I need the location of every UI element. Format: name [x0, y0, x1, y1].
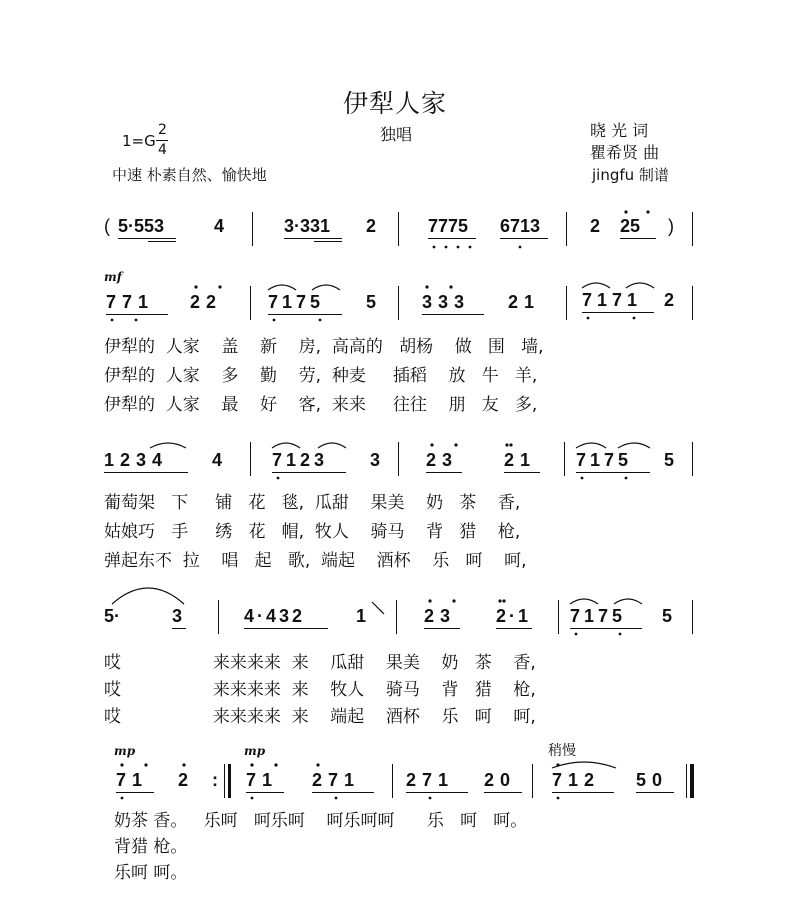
octave-dot [502, 599, 505, 602]
lyrics-verse-3: 弹起东不 拉 唱 起 歌, 端起 酒杯 乐 呵 呵, [104, 551, 527, 571]
octave-dot [316, 763, 319, 766]
octave-dot [121, 797, 124, 800]
note-group: 50 [636, 770, 669, 790]
octave-dot [625, 477, 628, 480]
note-group: 7175 [570, 606, 627, 626]
octave-dot [452, 599, 455, 602]
octave-dot [557, 797, 560, 800]
octave-dot [633, 317, 636, 320]
octave-dot [457, 246, 460, 249]
lyrics-verse-2: 哎 来来来来 来 牧人 骑马 背 猎 枪, [104, 680, 536, 700]
repeat-dots: : [212, 770, 218, 790]
lyrics-verse-2: 背猎 枪。 [114, 837, 188, 857]
note-group: 5· [104, 606, 121, 626]
octave-dot [509, 443, 512, 446]
octave-dot [449, 285, 452, 288]
octave-dot [274, 763, 277, 766]
note-group: 22 [190, 292, 223, 312]
note-group: 71 [246, 770, 279, 790]
lyrics-verse-1: 葡萄架 下 铺 花 毯, 瓜甜 果美 奶 茶 香, [104, 493, 521, 513]
dynamic-mp: mp [244, 744, 266, 758]
note-group: 21 [508, 292, 541, 312]
note-group: 5 [662, 606, 673, 626]
octave-dot [251, 797, 254, 800]
octave-dot [587, 317, 590, 320]
octave-dot [505, 443, 508, 446]
octave-dot [144, 763, 147, 766]
note-group: 7175 [576, 450, 633, 470]
note-group: 2 [178, 770, 189, 790]
lyrics-verse-3: 乐呵 呵。 [114, 863, 188, 883]
transcriber-credit: jingfu 制谱 [592, 166, 669, 184]
note-group: 2 [664, 290, 675, 310]
note-group: 2 [366, 216, 377, 236]
octave-dot [619, 633, 622, 636]
time-signature-bottom: 4 [158, 142, 167, 158]
lyricist-credit: 晓 光 词 [590, 121, 649, 140]
note-group: 7775 [428, 216, 469, 236]
note-group: 771 [106, 292, 155, 312]
slur [318, 443, 346, 448]
note-group: 5 [366, 292, 377, 312]
note-group: 7175 [268, 292, 325, 312]
note-group: 3·331 [284, 216, 331, 236]
octave-dot [111, 319, 114, 322]
slur [582, 283, 610, 288]
note-group: 5 [664, 450, 675, 470]
time-signature-top: 2 [158, 122, 167, 138]
tie-mark [372, 602, 384, 614]
octave-dot [519, 246, 522, 249]
note-group: 4 [212, 450, 223, 470]
octave-dot [218, 285, 221, 288]
octave-dot [575, 633, 578, 636]
octave-dot [135, 319, 138, 322]
note-group: 20 [484, 770, 517, 790]
octave-dot [425, 285, 428, 288]
octave-dot [445, 246, 448, 249]
slur [268, 285, 296, 290]
note-group: 333 [422, 292, 471, 312]
note-group: 271 [312, 770, 361, 790]
note-group: 3 [370, 450, 381, 470]
note-group: 5·553 [118, 216, 165, 236]
octave-dot [430, 443, 433, 446]
octave-dot [498, 599, 501, 602]
lyrics-verse-1: 奶茶 香。 乐呵 呵乐呵 呵乐呵呵 乐 呵 呵。 [114, 811, 528, 831]
composer-credit: 瞿希贤 曲 [590, 143, 660, 162]
slur [614, 599, 642, 604]
slur [576, 443, 606, 448]
dynamic-mp: mp [114, 744, 136, 758]
lyrics-verse-2: 姑娘巧 手 绣 花 帽, 牧人 骑马 背 猎 枪, [104, 522, 521, 542]
note-group: 1 [356, 606, 367, 626]
octave-dot [335, 797, 338, 800]
slur [626, 283, 654, 288]
lyrics-verse-1: 哎 来来来来 来 瓜甜 果美 奶 茶 香, [104, 653, 536, 673]
lyrics-verse-1: 伊犁的 人家 盖 新 房, 高高的 胡杨 做 围 墙, [104, 337, 544, 357]
note-group: 71 [116, 770, 149, 790]
note-group: 7171 [582, 290, 643, 310]
note-group: 4 [214, 216, 225, 236]
note-group: 23 [426, 450, 459, 470]
slur [570, 599, 598, 604]
octave-dot [624, 210, 627, 213]
note-group: 271 [406, 770, 455, 790]
octave-dot [581, 477, 584, 480]
octave-dot [194, 285, 197, 288]
note-group: 712 [552, 770, 601, 790]
octave-dot [319, 319, 322, 322]
intro-close-paren: ) [668, 216, 674, 236]
note-group: 7123 [272, 450, 329, 470]
slur [150, 443, 186, 448]
octave-dot [469, 246, 472, 249]
note-group: 3 [172, 606, 183, 626]
note-group: 21 [504, 450, 537, 470]
lyrics-verse-3: 伊犁的 人家 最 好 客, 来来 往往 朋 友 多, [104, 395, 538, 415]
octave-dot [182, 763, 185, 766]
slur [618, 443, 650, 448]
lyrics-verse-3: 哎 来来来来 来 端起 酒杯 乐 呵 呵, [104, 707, 536, 727]
slur [312, 285, 340, 290]
note-group: 25 [620, 216, 641, 236]
octave-dot [250, 763, 253, 766]
octave-dot [454, 443, 457, 446]
dynamic-mf: mf [104, 270, 122, 284]
slur [272, 443, 300, 448]
key-signature: 1=G [122, 132, 156, 150]
octave-dot [120, 763, 123, 766]
note-group: 6713 [500, 216, 541, 236]
note-group: 23 [424, 606, 457, 626]
ritardando-marking: 稍慢 [548, 743, 576, 759]
tempo-marking: 中速 朴素自然、愉快地 [112, 166, 267, 184]
octave-dot [277, 477, 280, 480]
octave-dot [646, 210, 649, 213]
octave-dot [428, 599, 431, 602]
octave-dot [433, 246, 436, 249]
octave-dot [273, 319, 276, 322]
note-group: 2·1 [496, 606, 532, 626]
lyrics-verse-2: 伊犁的 人家 多 勤 劳, 种麦 插稻 放 牛 羊, [104, 366, 538, 386]
intro-open-paren: ( [104, 216, 110, 236]
slur [552, 762, 616, 768]
octave-dot [556, 763, 559, 766]
octave-dot [429, 797, 432, 800]
note-group: 4·432 [244, 606, 306, 626]
performance-type: 独唱 [380, 125, 413, 144]
note-group: 2 [590, 216, 601, 236]
song-title: 伊犁人家 [342, 89, 447, 118]
note-group: 1234 [104, 450, 169, 470]
slur [112, 588, 184, 604]
